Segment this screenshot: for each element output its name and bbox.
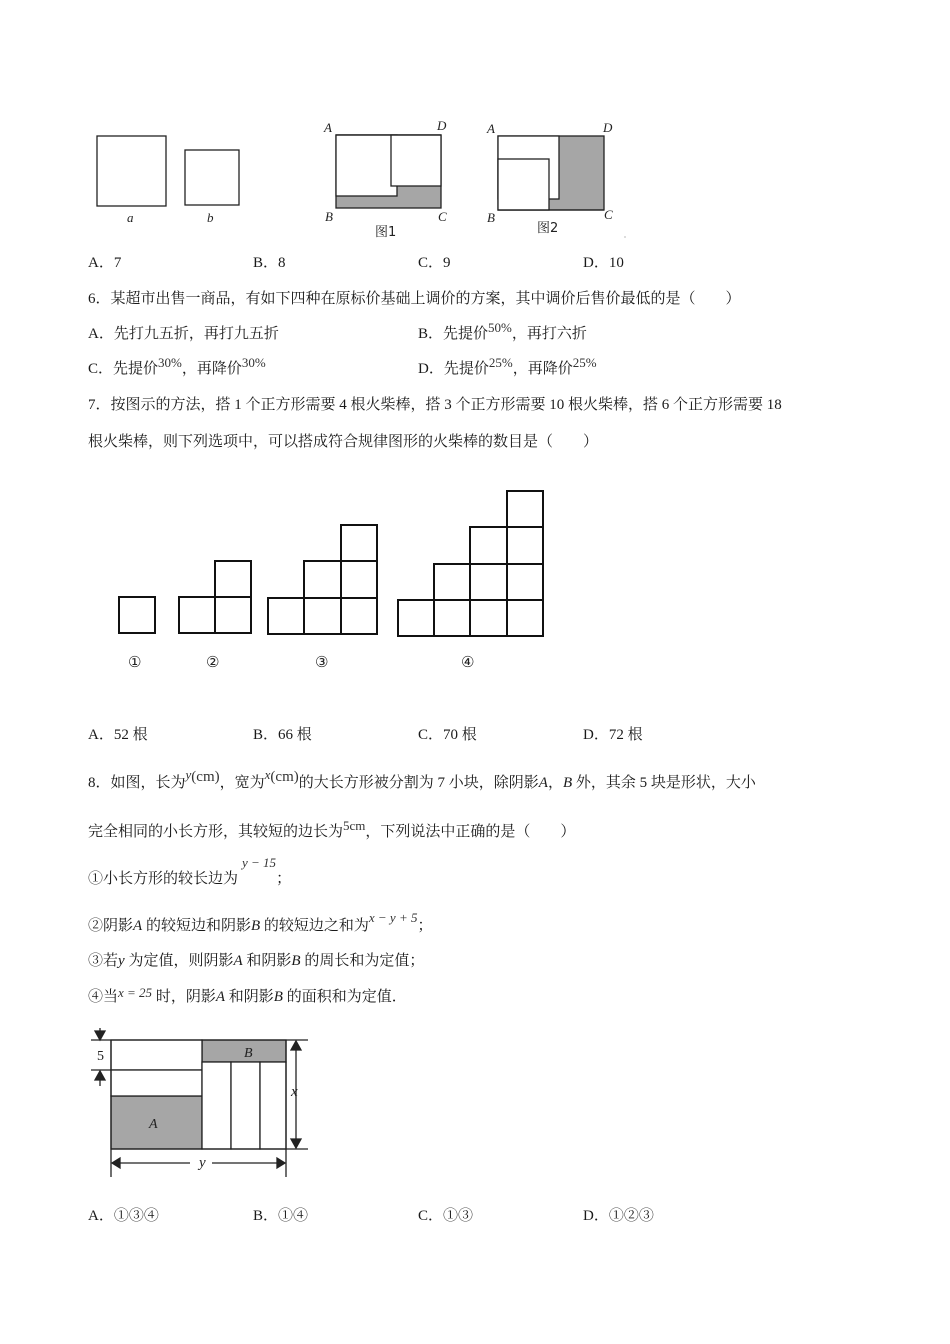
q7-option-b[interactable]: B．66 根	[253, 727, 312, 743]
q7-stem-line1: 7．按图示的方法，搭 1 个正方形需要 4 根火柴棒，搭 3 个正方形需要 10 根火柴棒，搭 6 个正方形需要 18	[88, 397, 782, 413]
q5-option-c[interactable]: C．9	[418, 255, 451, 271]
q7-option-c[interactable]: C．70 根	[418, 727, 477, 743]
q6-stem: 6．某超市出售一商品，有如下四种在原标价基础上调价的方案，其中调价后售价最低的是（ ）	[88, 291, 741, 307]
svg-text:A: A	[149, 1117, 158, 1132]
q5-option-d[interactable]: D．10	[583, 255, 624, 271]
figure-2-caption: 图2	[537, 221, 559, 236]
figure-1-caption: 图1	[375, 225, 397, 240]
q7-option-a[interactable]: A．52 根	[88, 727, 148, 743]
q6-option-c[interactable]: C．先提价30%，再降价30%	[88, 355, 266, 377]
q7-stem-line2: 根火柴棒，则下列选项中，可以搭成符合规律图形的火柴棒的数目是（ ）	[88, 434, 599, 450]
q8-statement-1: ①小长方形的较长边为y − 15；	[88, 855, 292, 887]
q7-option-d[interactable]: D．72 根	[583, 727, 643, 743]
figure-label-1: ①	[128, 653, 142, 671]
q6-option-d[interactable]: D．先提价25%，再降价25%	[418, 355, 597, 377]
svg-text:A: A	[487, 121, 495, 136]
q5-option-b[interactable]: B．8	[253, 255, 286, 271]
svg-text:A: A	[324, 120, 332, 135]
q6-option-b[interactable]: B．先提价50%，再打六折	[418, 320, 587, 342]
q8-option-b[interactable]: B．①④	[253, 1208, 309, 1224]
svg-text:B: B	[244, 1046, 253, 1061]
svg-text:B: B	[487, 210, 495, 225]
q8-stem-line2: 完全相同的小长方形，其较短的边长为5cm，下列说法中正确的是（ ）	[88, 818, 576, 840]
svg-text:y: y	[199, 1155, 206, 1171]
q8-stem-line1: 8．如图，长为y(cm)，宽为x(cm)的大长方形被分割为 7 小块，除阴影A，B 外，其余 5 块是形状，大小	[88, 767, 756, 791]
q8-option-a[interactable]: A．①③④	[88, 1208, 159, 1224]
svg-text:D: D	[437, 118, 447, 133]
figure-label-4: ④	[461, 653, 475, 671]
square-b-label: b	[207, 210, 214, 225]
q5-option-a[interactable]: A．7	[88, 255, 122, 271]
q8-statement-3: ③若y 为定值，则阴影A 和阴影B 的周长和为定值；	[88, 953, 425, 969]
svg-text:D: D	[603, 120, 613, 135]
figure-label-2: ②	[206, 653, 220, 671]
q6-option-a[interactable]: A．先打九五折，再打九五折	[88, 326, 279, 342]
svg-text:5: 5	[97, 1049, 104, 1064]
svg-text:C: C	[604, 207, 613, 222]
svg-text:B: B	[325, 209, 333, 224]
svg-text:x: x	[291, 1084, 298, 1100]
figure-label-3: ③	[315, 653, 329, 671]
square-a-label: a	[127, 210, 134, 225]
q8-option-d[interactable]: D．①②③	[583, 1208, 654, 1224]
q8-statement-2: ②阴影A 的较短边和阴影B 的较短边之和为x − y + 5；	[88, 910, 433, 934]
q8-option-c[interactable]: C．①③	[418, 1208, 474, 1224]
q8-statement-4: ④当x = 25 时，阴影A 和阴影B 的面积和为定值．	[88, 985, 407, 1005]
svg-text:C: C	[438, 209, 447, 224]
